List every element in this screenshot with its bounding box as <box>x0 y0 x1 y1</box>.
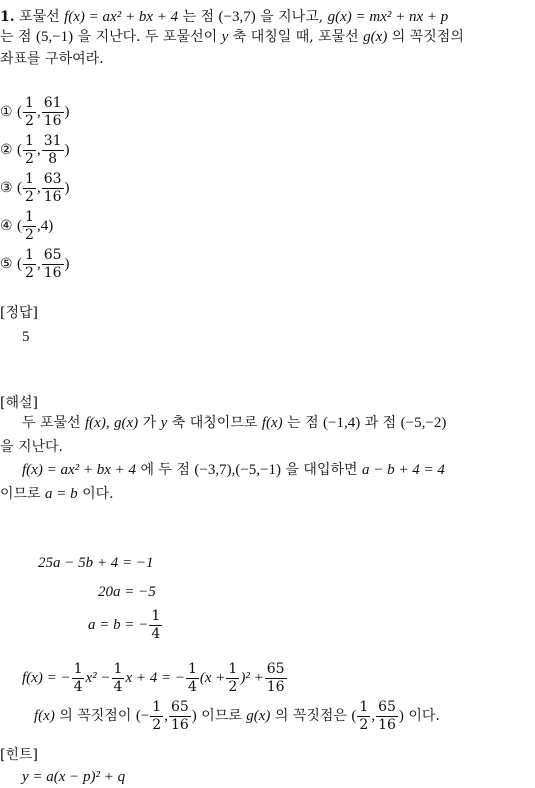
choice-mark: ⑤ <box>0 256 13 273</box>
question-text <box>0 6 448 28</box>
equation-2: 20a = −5 <box>98 584 156 600</box>
y-variable: y <box>221 29 229 45</box>
choice-mark: ① <box>0 104 13 121</box>
point-2: (5,−1) <box>35 29 74 45</box>
choice-4[interactable]: ④ ( $\frac{1}{2}$ ,4) <box>0 209 54 243</box>
choice-3[interactable]: ③ ( $\frac{1}{2}$ , $\frac{63}{16}$ ) <box>0 171 70 205</box>
hint-formula: y = a(x − p)² + q <box>22 769 126 785</box>
choice-2[interactable]: ② ( $\frac{1}{2}$ , $\frac{31}{8}$ ) <box>0 133 70 167</box>
question-text-part: 의 꼭짓점의 <box>391 29 464 45</box>
frac-den: 16 <box>43 112 62 129</box>
equation-1: 25a − 5b + 4 = −1 <box>38 555 154 571</box>
f-definition: f(x) = ax² + bx + 4 <box>64 9 179 25</box>
frac-num: 1 <box>25 209 34 225</box>
question-number: 1. <box>0 9 15 25</box>
choice-mark: ② <box>0 142 13 159</box>
question-line-2 <box>0 30 464 45</box>
choice-value: 4 <box>40 218 49 235</box>
solution-paragraph-2: f(x) = ax² + bx + 4 에 두 점 (−3,7),(−5,−1) 을 대입하면 a − b + 4 = 4 <box>22 462 445 478</box>
choice-mark: ③ <box>0 180 13 197</box>
hint-label: [힌트] <box>0 747 38 763</box>
solution-paragraph-2-end: 이므로 a = b 이다. <box>0 486 114 502</box>
choice-mark: ④ <box>0 218 13 235</box>
frac-num: 1 <box>25 171 34 187</box>
completed-square-line: f(x) = − $\frac{1}{4}$ x² − $\frac{1}{4}$ x + 4 = − $\frac{1}{4}$ (x + $\frac{1}{2}$ )² + $\frac{65}{16}$ <box>22 661 285 695</box>
solution-label: [해설] <box>0 395 38 411</box>
solution-paragraph-1-end: 을 지난다. <box>0 439 63 455</box>
frac-den: 8 <box>48 150 58 167</box>
solution-paragraph-1: 두 포물선 f(x), g(x) 가 y 축 대칭이므로 f(x) 는 점 (−1,4) 과 점 (−5,−2) <box>22 415 447 431</box>
equation-3: a = b = − $\frac{1}{4}$ <box>88 608 161 642</box>
g-name: g(x) <box>363 29 388 45</box>
question-text-part: 축 대칭일 때, 포물선 <box>232 29 359 45</box>
frac-den: 2 <box>25 150 34 167</box>
frac-num: 31 <box>43 133 62 149</box>
vertex-line: f(x) 의 꼭짓점이 (− $\frac{1}{2}$ , $\frac{65}{16}$ ) 이므로 g(x) 의 꼭짓점은 ( $\frac{1}{2}$ , $\frac{65}{16}$ ) 이다. <box>34 699 440 733</box>
question-text-part: 는 점 <box>0 29 32 45</box>
question-line-3: 좌표를 구하여라. <box>0 51 104 67</box>
frac-num: 1 <box>25 95 34 111</box>
frac-den: 2 <box>25 264 34 281</box>
frac-num: 61 <box>43 95 62 111</box>
point-1: (−3,7) <box>218 9 256 25</box>
frac-num: 1 <box>25 247 34 263</box>
question-text-part: 포물선 <box>19 9 60 25</box>
question-text-part: 을 지나고, <box>260 9 324 25</box>
frac-den: 2 <box>25 226 34 243</box>
answer-label: [정답] <box>0 305 38 321</box>
frac-num: 1 <box>25 133 34 149</box>
frac-den: 16 <box>43 188 62 205</box>
frac-num: 65 <box>43 247 62 263</box>
frac-den: 16 <box>43 264 62 281</box>
frac-den: 2 <box>25 188 34 205</box>
frac-den: 2 <box>25 112 34 129</box>
answer-value: 5 <box>22 329 30 345</box>
question-text-part: 을 지난다. 두 포물선이 <box>77 29 218 45</box>
question-text-part: 는 점 <box>182 9 215 25</box>
g-definition: g(x) = mx² + nx + p <box>327 9 449 25</box>
choice-1[interactable]: ① ( $\frac{1}{2}$ , $\frac{61}{16}$ ) <box>0 95 70 129</box>
choice-5[interactable]: ⑤ ( $\frac{1}{2}$ , $\frac{65}{16}$ ) <box>0 247 70 281</box>
frac-num: 63 <box>43 171 62 187</box>
